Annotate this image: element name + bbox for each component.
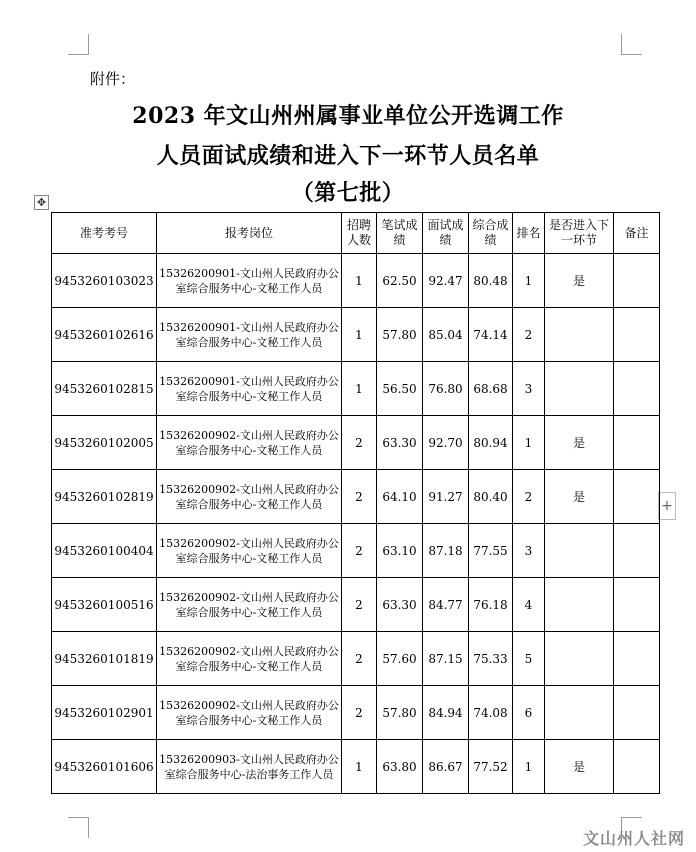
cell-exam-no: 9453260102815	[52, 362, 157, 416]
cell-written: 57.80	[377, 308, 423, 362]
header-written: 笔试成绩	[377, 213, 423, 254]
cell-quota: 2	[342, 470, 377, 524]
cell-total: 77.55	[469, 524, 513, 578]
cell-quota: 1	[342, 254, 377, 308]
header-exam-no: 准考考号	[52, 213, 157, 254]
page-title-line3: （第七批）	[291, 180, 405, 206]
cell-exam-no: 9453260102819	[52, 470, 157, 524]
cell-total: 74.14	[469, 308, 513, 362]
cell-total: 80.40	[469, 470, 513, 524]
cell-written: 62.50	[377, 254, 423, 308]
cell-advance: 是	[545, 416, 614, 470]
cell-total: 68.68	[469, 362, 513, 416]
page-title-line2: 人员面试成绩和进入下一环节人员名单	[156, 143, 540, 169]
cell-remark	[614, 362, 660, 416]
cell-interview: 84.94	[423, 686, 469, 740]
table-row	[52, 470, 660, 524]
cell-rank: 1	[513, 254, 545, 308]
cell-exam-no: 9453260101819	[52, 632, 157, 686]
cell-written: 63.30	[377, 416, 423, 470]
table-move-handle-icon[interactable]: ✥	[34, 195, 49, 210]
cell-exam-no: 9453260101606	[52, 740, 157, 794]
page-corner-mark	[68, 817, 89, 838]
cell-interview: 87.15	[423, 632, 469, 686]
cell-written: 63.30	[377, 578, 423, 632]
cell-total: 80.94	[469, 416, 513, 470]
cell-rank: 3	[513, 362, 545, 416]
cell-advance	[545, 308, 614, 362]
cell-exam-no: 9453260102616	[52, 308, 157, 362]
cell-remark	[614, 632, 660, 686]
table-row	[52, 254, 660, 308]
header-total: 综合成绩	[469, 213, 513, 254]
cell-interview: 92.47	[423, 254, 469, 308]
cell-remark	[614, 686, 660, 740]
results-table	[51, 212, 660, 794]
cell-post: 15326200902-文山州人民政府办公室综合服务中心-文秘工作人员	[157, 632, 342, 686]
cell-advance: 是	[545, 254, 614, 308]
cell-remark	[614, 416, 660, 470]
cell-quota: 2	[342, 416, 377, 470]
cell-quota: 2	[342, 632, 377, 686]
attachment-label: 附件：	[90, 70, 136, 88]
cell-total: 75.33	[469, 632, 513, 686]
cell-total: 80.48	[469, 254, 513, 308]
cell-interview: 85.04	[423, 308, 469, 362]
table-row	[52, 524, 660, 578]
page-title-line1: 2023 年文山州州属事业单位公开选调工作	[132, 103, 564, 129]
cell-interview: 76.80	[423, 362, 469, 416]
cell-rank: 4	[513, 578, 545, 632]
cell-exam-no: 9453260102005	[52, 416, 157, 470]
header-remark: 备注	[614, 213, 660, 254]
cell-total: 77.52	[469, 740, 513, 794]
table-row	[52, 740, 660, 794]
cell-rank: 2	[513, 308, 545, 362]
cell-interview: 84.77	[423, 578, 469, 632]
cell-remark	[614, 470, 660, 524]
page-corner-mark	[621, 34, 642, 55]
cell-post: 15326200902-文山州人民政府办公室综合服务中心-文秘工作人员	[157, 686, 342, 740]
cell-post: 15326200901-文山州人民政府办公室综合服务中心-文秘工作人员	[157, 308, 342, 362]
cell-written: 63.10	[377, 524, 423, 578]
cell-rank: 2	[513, 470, 545, 524]
cell-advance	[545, 362, 614, 416]
cell-advance	[545, 524, 614, 578]
cell-quota: 2	[342, 686, 377, 740]
cell-interview: 92.70	[423, 416, 469, 470]
table-row	[52, 362, 660, 416]
cell-post: 15326200902-文山州人民政府办公室综合服务中心-文秘工作人员	[157, 524, 342, 578]
cell-post: 15326200901-文山州人民政府办公室综合服务中心-文秘工作人员	[157, 254, 342, 308]
site-watermark: 文山州人社网	[583, 829, 686, 848]
cell-exam-no: 9453260100404	[52, 524, 157, 578]
cell-advance: 是	[545, 740, 614, 794]
cell-exam-no: 9453260103023	[52, 254, 157, 308]
cell-remark	[614, 308, 660, 362]
cell-written: 57.80	[377, 686, 423, 740]
page-corner-mark	[68, 34, 89, 55]
cell-post: 15326200902-文山州人民政府办公室综合服务中心-文秘工作人员	[157, 416, 342, 470]
cell-exam-no: 9453260102901	[52, 686, 157, 740]
cell-remark	[614, 524, 660, 578]
cell-remark	[614, 254, 660, 308]
cell-written: 64.10	[377, 470, 423, 524]
cell-quota: 1	[342, 740, 377, 794]
cell-interview: 91.27	[423, 470, 469, 524]
table-row	[52, 416, 660, 470]
header-rank: 排名	[513, 213, 545, 254]
cell-total: 76.18	[469, 578, 513, 632]
cell-rank: 1	[513, 416, 545, 470]
add-column-icon[interactable]: +	[658, 492, 676, 520]
cell-rank: 5	[513, 632, 545, 686]
cell-advance: 是	[545, 470, 614, 524]
cell-rank: 3	[513, 524, 545, 578]
cell-advance	[545, 632, 614, 686]
cell-post: 15326200903-文山州人民政府办公室综合服务中心-法治事务工作人员	[157, 740, 342, 794]
cell-rank: 6	[513, 686, 545, 740]
cell-remark	[614, 740, 660, 794]
cell-remark	[614, 578, 660, 632]
cell-quota: 1	[342, 308, 377, 362]
cell-post: 15326200902-文山州人民政府办公室综合服务中心-文秘工作人员	[157, 470, 342, 524]
header-quota: 招聘人数	[342, 213, 377, 254]
cell-quota: 1	[342, 362, 377, 416]
cell-written: 63.80	[377, 740, 423, 794]
table-row	[52, 632, 660, 686]
cell-rank: 1	[513, 740, 545, 794]
header-post: 报考岗位	[157, 213, 342, 254]
cell-interview: 87.18	[423, 524, 469, 578]
cell-exam-no: 9453260100516	[52, 578, 157, 632]
cell-advance	[545, 578, 614, 632]
table-row	[52, 686, 660, 740]
table-header-row	[52, 213, 660, 254]
cell-quota: 2	[342, 524, 377, 578]
header-advance: 是否进入下一环节	[545, 213, 614, 254]
cell-total: 74.08	[469, 686, 513, 740]
cell-written: 56.50	[377, 362, 423, 416]
cell-post: 15326200901-文山州人民政府办公室综合服务中心-文秘工作人员	[157, 362, 342, 416]
cell-written: 57.60	[377, 632, 423, 686]
cell-interview: 86.67	[423, 740, 469, 794]
header-interview: 面试成绩	[423, 213, 469, 254]
table-row	[52, 578, 660, 632]
cell-advance	[545, 686, 614, 740]
cell-post: 15326200902-文山州人民政府办公室综合服务中心-文秘工作人员	[157, 578, 342, 632]
cell-quota: 2	[342, 578, 377, 632]
table-row	[52, 308, 660, 362]
